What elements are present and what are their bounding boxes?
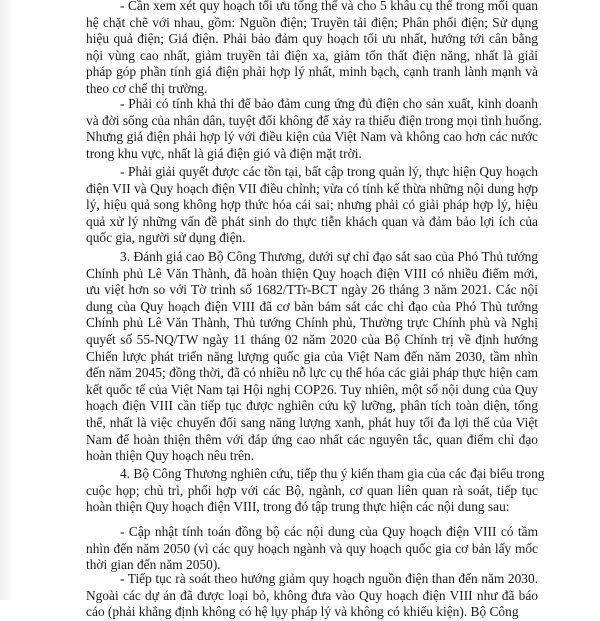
text-line: Chính phủ Lê Văn Thành, đã hoàn thiện Quy hoạch điện VIII có nhiều điểm mới, bbox=[86, 265, 538, 281]
text-line: theo cơ chế thị trường. bbox=[86, 80, 208, 96]
text-line: đến năm 2045; đồng thời, đã có nhiều nỗ lực cụ thể hóa các giải pháp thực hiện cam bbox=[86, 365, 538, 381]
text-line: quả xử lý những vấn đề phát sinh do thực tiễn khách quan và đảm bảo lợi ích của bbox=[86, 213, 538, 229]
text-line: nhìn đến năm 2050 (vì các quy hoạch ngành và quy hoạch quốc gia cơ bản lấy mốc bbox=[86, 540, 538, 556]
text-line: Ngoài các dự án đã được loại bỏ, không đưa vào Quy hoạch điện VIII như đã báo bbox=[86, 587, 538, 603]
text-line: nội vùng cao nhất, giảm truyền tải điện xa, giảm tổn thất điện năng, nhất là giải bbox=[86, 47, 538, 63]
paragraph-4 bbox=[86, 249, 538, 465]
text-line: trong khu vực, nhất là giá điện gió và điện mặt trời. bbox=[86, 145, 362, 161]
text-line: kết quốc tế của Việt Nam tại Hội nghị COP26. Tuy nhiên, một số nội dung của Quy bbox=[86, 381, 538, 397]
paragraph-1 bbox=[86, 0, 538, 98]
text-line: hiệu quả điện; Giá điện. Phải bảo đảm quy hoạch tối ưu nhất, hướng tới cân bằng bbox=[86, 31, 538, 47]
text-line: - Phải có tính khả thi để bảo đảm cung ứng đủ điện cho sản xuất, kinh doanh bbox=[120, 96, 538, 111]
paragraph-5 bbox=[86, 466, 545, 516]
text-line: 4. Bộ Công Thương nghiên cứu, tiếp thu ý kiến tham gia của các đại biểu trong bbox=[120, 466, 545, 481]
text-line: Chính phủ Lê Văn Thành, Thủ tướng Chính phủ, Thường trực Chính phủ và Nghị bbox=[86, 315, 538, 331]
text-line: pháp góp phần tính giá điện phải hợp lý nhất, minh bạch, cạnh tranh lành mạnh và bbox=[86, 64, 538, 80]
text-line: ưu việt hơn so với Tờ trình số 1682/TTr-BCT ngày 26 tháng 3 năm 2021. Các nội bbox=[86, 282, 538, 298]
paragraph-6 bbox=[86, 524, 538, 574]
text-line: - Phải giải quyết được các tồn tại, bất cập trong quản lý, thực hiện Quy hoạch bbox=[120, 164, 538, 179]
text-line: quốc gia, người sử dụng điện. bbox=[86, 230, 246, 246]
text-line: Nam để hoàn thiện thêm với đáp ứng cao nhất các nguyên tắc, quan điểm chỉ đạo bbox=[86, 431, 538, 447]
text-line: hệ chặt chẽ với nhau, gồm: Nguồn điện; Truyền tải điện; Phân phối điện; Sử dụng bbox=[86, 14, 538, 30]
text-line: Nhưng giá điện phải hợp lý với điều kiện của Việt Nam và không cao hơn các nước bbox=[86, 129, 538, 145]
paragraph-7 bbox=[86, 571, 538, 621]
text-line: hoàn thiện Quy hoạch nêu trên. bbox=[86, 448, 255, 464]
paragraph-3 bbox=[86, 164, 538, 247]
paragraph-2 bbox=[86, 96, 542, 162]
text-line: Chiến lược phát triển năng lượng quốc gia của Việt Nam đến năm 2030, tầm nhìn bbox=[86, 348, 538, 364]
text-line: hoạch điện VIII cần tiếp tục được nghiên cứu kỹ lưỡng, phân tích toàn diện, tổng bbox=[86, 398, 538, 414]
text-line: cuộc họp; chủ trì, phối hợp với các Bộ, ngành, cơ quan liên quan rà soát, tiếp tục bbox=[86, 482, 538, 498]
text-line: quyết số 55-NQ/TW ngày 11 tháng 02 năm 2020 của Bộ Chính trị về định hướng bbox=[86, 331, 538, 347]
text-line: và đời sống của nhân dân, tuyệt đối không để xảy ra thiếu điện trong mọi tình huống. bbox=[86, 112, 542, 128]
page-edge-shadow bbox=[0, 0, 14, 600]
text-line: - Tiếp tục rà soát theo hướng giảm quy hoạch nguồn điện than đến năm 2030. bbox=[120, 571, 538, 586]
text-line: dung của Quy hoạch điện VIII đã cơ bản bám sát các chỉ đạo của Phó Thủ tướng bbox=[86, 298, 538, 314]
text-line: điện VII và Quy hoạch điện VII điều chỉnh; vừa có tính kế thừa những nội dung hợp bbox=[86, 180, 538, 196]
text-line: thời gian đến năm 2050). bbox=[86, 557, 221, 573]
text-line: - Cập nhật tính toán đồng bộ các nội dung của Quy hoạch điện VIII có tầm bbox=[120, 524, 538, 539]
text-line: cáo (phải khẳng định không có hệ lụy pháp lý và không có khiếu kiện). Bộ Công bbox=[86, 604, 519, 620]
text-line: - Cần xem xét quy hoạch tổi ưu tổng thể và cho 5 khâu cụ thể trong mối quan bbox=[120, 0, 538, 13]
text-line: thể, nhất là việc chuyển đổi sang năng lượng xanh, phát huy tối đa lợi thế của Việt bbox=[86, 414, 538, 430]
text-line: hoàn thiện Quy hoạch điện VIII, trong đó tập trung thực hiện các nội dung sau: bbox=[86, 499, 510, 515]
text-line: lý, hiệu quả song không hợp thức hóa cái sai; nhưng phải có giải pháp hợp lý, hiệu bbox=[86, 197, 538, 213]
text-line: 3. Đánh giá cao Bộ Công Thương, dưới sự chỉ đạo sát sao của Phó Thủ tướng bbox=[120, 249, 538, 264]
